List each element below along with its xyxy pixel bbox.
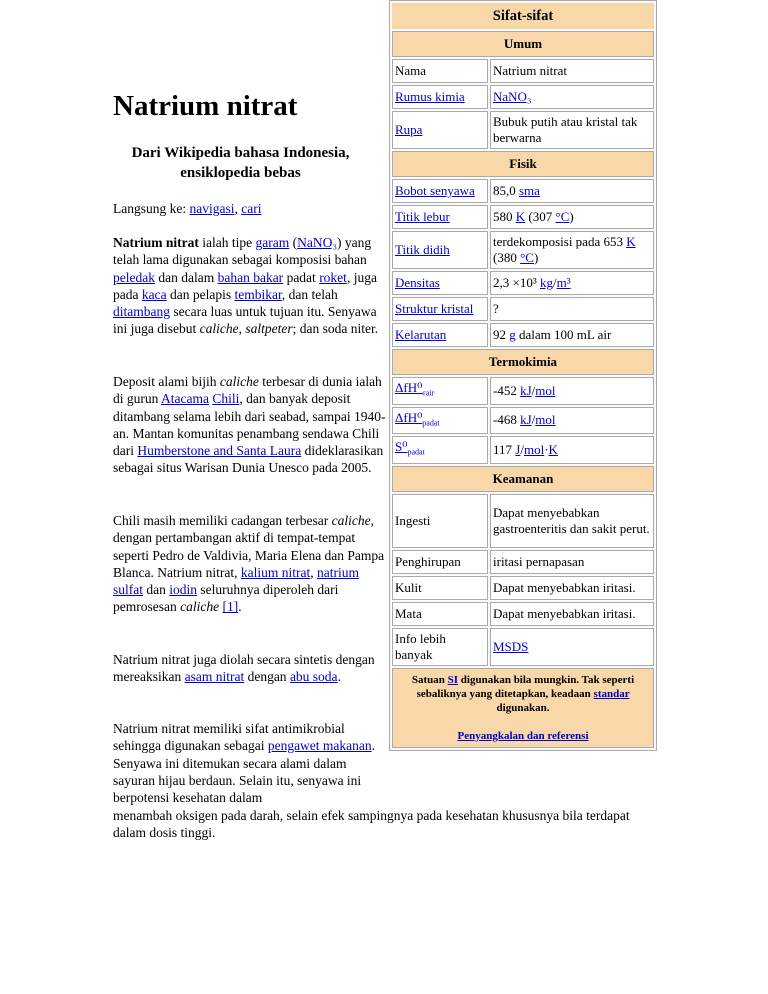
link-kelvin[interactable]: K <box>548 441 558 457</box>
text: padat <box>283 269 320 285</box>
text: ialah tipe <box>198 235 256 250</box>
key-mata: Mata <box>392 602 488 626</box>
subscript: padat <box>407 447 425 457</box>
link-kalium-nitrat[interactable]: kalium nitrat <box>240 564 311 580</box>
text: , <box>310 564 317 580</box>
text: Natrium nitrat memiliki sifat antimikrobial sehingga digunakan sebagai <box>113 721 345 754</box>
value-mata: Dapat menyebabkan iritasi. <box>490 602 654 626</box>
text: / <box>531 412 536 428</box>
text: . <box>337 669 341 685</box>
key-kulit: Kulit <box>392 576 488 600</box>
link-garam[interactable]: garam <box>255 235 290 250</box>
link-atacama[interactable]: Atacama <box>161 391 209 407</box>
link-navigasi[interactable]: navigasi <box>189 201 235 216</box>
link-kg[interactable]: kg <box>539 275 553 290</box>
value-didih <box>490 231 654 269</box>
link-mol[interactable]: mol <box>535 382 556 398</box>
italic-term: saltpeter <box>245 321 293 337</box>
italic-term: caliche <box>199 321 239 337</box>
text: terdekomposisi pada 653 <box>493 234 627 249</box>
text: digunakan. <box>496 701 550 714</box>
text: 580 <box>493 209 516 224</box>
text: 117 <box>493 441 516 457</box>
value-bobot <box>490 179 654 203</box>
text: secara luas untuk tujuan itu. Senyawa ini juga disebut <box>113 304 377 337</box>
paragraph-6: menambah oksigen pada darah, selain efek sampingnya pada kesehatan khususnya bila terdapat dalam dosis tinggi. <box>113 808 630 841</box>
section-header-umum: Umum <box>392 31 654 57</box>
key-nama: Nama <box>392 59 488 83</box>
value-penghirupan: iritasi pernapasan <box>490 550 654 574</box>
link-titik-didih[interactable]: Titik didih <box>395 242 450 257</box>
value-densitas <box>490 271 654 295</box>
text: ΔfH⁰ <box>395 380 423 395</box>
text: (380 <box>493 250 521 265</box>
link-iodin[interactable]: iodin <box>169 582 198 598</box>
text: , dan banyak deposit ditambang selama lebih dari seabad, sampai 1940-an. Mantan komunitas penambang sendawa Chili dari <box>113 391 386 459</box>
link-titik-lebur[interactable]: Titik lebur <box>395 209 450 224</box>
link-sma[interactable]: sma <box>519 183 540 198</box>
link-roket[interactable]: roket <box>319 269 347 285</box>
link-mol[interactable]: mol <box>523 441 545 457</box>
link-ditambang[interactable]: ditambang <box>113 304 170 320</box>
link-rumus-kimia[interactable]: Rumus kimia <box>395 89 465 104</box>
value-lebur <box>490 205 654 229</box>
link-peledak[interactable]: peledak <box>113 269 155 285</box>
value-struktur: ? <box>490 297 654 321</box>
link-densitas[interactable]: Densitas <box>395 275 440 290</box>
text: dan <box>143 582 170 598</box>
text: . <box>238 599 242 615</box>
text: Satuan <box>411 673 448 686</box>
text: ; dan soda niter. <box>292 321 379 337</box>
link-kj[interactable]: kJ <box>520 382 532 398</box>
link-kj[interactable]: kJ <box>520 412 532 428</box>
link-kelvin[interactable]: K <box>626 234 636 249</box>
section-header-termokimia: Termokimia <box>392 349 654 375</box>
link-m3[interactable]: m³ <box>556 275 571 290</box>
link-pengawet-makanan[interactable]: pengawet makanan <box>267 738 372 754</box>
text: 2,3 ×10³ <box>493 275 540 290</box>
link-standar[interactable]: standar <box>593 687 630 700</box>
text: Chili masih memiliki cadangan terbesar <box>113 513 332 528</box>
section-header-keamanan: Keamanan <box>392 466 654 492</box>
value-ingesti: Dapat menyebabkan gastroenteritis dan sakit perut. <box>490 494 654 548</box>
link-cari[interactable]: cari <box>241 201 262 216</box>
ref-link-1[interactable]: [1] <box>222 599 239 615</box>
link-enthalpy-liquid[interactable] <box>395 380 435 398</box>
text: digunakan bila mungkin. Tak seperti sebaliknya yang ditetapkan, keadaan <box>416 673 635 700</box>
value-enthalpy-liquid <box>490 377 654 405</box>
value-kulit: Dapat menyebabkan iritasi. <box>490 576 654 600</box>
link-celsius[interactable]: °C <box>555 209 570 224</box>
key-penghirupan: Penghirupan <box>392 550 488 574</box>
text: / <box>520 441 524 457</box>
italic-term: caliche <box>331 513 371 528</box>
paragraph-2 <box>113 373 388 477</box>
link-bobot-senyawa[interactable]: Bobot senyawa <box>395 183 475 198</box>
link-msds[interactable]: MSDS <box>493 638 529 654</box>
text: S⁰ <box>395 439 408 455</box>
link-joule[interactable]: J <box>515 441 521 457</box>
link-disclaimer[interactable]: Penyangkalan dan referensi <box>457 729 589 742</box>
text: ) <box>569 209 574 224</box>
link-si[interactable]: SI <box>447 673 459 686</box>
key-ingesti: Ingesti <box>392 494 488 548</box>
infobox <box>389 0 657 751</box>
paragraph-4 <box>113 651 388 686</box>
text: / <box>552 275 557 290</box>
paragraph-5 <box>113 720 388 806</box>
text: , dengan pertambangan aktif di tempat-tempat seperti Pedro de Valdivia, Maria Elena dan Pampa Blanca. Natrium nitrat, <box>113 513 385 580</box>
text: , juga pada <box>113 269 377 302</box>
text: Natrium nitrat juga diolah secara sintetis dengan mereaksikan <box>113 652 375 685</box>
value-kelarutan <box>490 323 654 347</box>
text: . Senyawa ini ditemukan secara alami dalam sayuran hijau berdaun. Selain itu, senyawa ini berpotensi kesehatan dalam <box>113 738 376 806</box>
value-enthalpy-solid <box>490 407 654 435</box>
page-subtitle: Dari Wikipedia bahasa Indonesia, ensiklopedia bebas <box>131 145 350 181</box>
italic-term: caliche <box>219 374 259 389</box>
text: · <box>544 441 549 457</box>
text: 92 <box>493 327 510 342</box>
section-header-fisik: Fisik <box>392 151 654 177</box>
text: terbesar di dunia ialah di gurun <box>113 374 382 407</box>
key-info: Info lebih banyak <box>392 628 488 666</box>
text: (307 <box>525 209 556 224</box>
text: / <box>531 382 536 398</box>
infobox-title: Sifat-sifat <box>392 3 654 29</box>
value-nama: Natrium nitrat <box>490 59 654 83</box>
link-abu-soda[interactable]: abu soda <box>289 669 338 685</box>
link-mol[interactable]: mol <box>535 412 556 428</box>
text: ( <box>289 235 298 250</box>
jump-sep: , <box>234 201 242 216</box>
jump-prefix: Langsung ke: <box>113 201 190 216</box>
link-kaca[interactable]: kaca <box>141 286 167 302</box>
link-chili[interactable]: Chili <box>212 391 240 407</box>
link-bahan-bakar[interactable]: bahan bakar <box>217 269 284 285</box>
text: dengan <box>244 669 290 685</box>
link-entropy-solid[interactable] <box>395 439 425 457</box>
text: dalam 100 mL air <box>515 327 612 342</box>
text: -468 <box>493 412 521 428</box>
text: -452 <box>493 382 521 398</box>
text: dan pelapis <box>166 286 235 302</box>
link-nano3[interactable]: NaNO₃ <box>297 235 338 250</box>
link-humberstone[interactable]: Humberstone and Santa Laura <box>137 443 302 459</box>
value-entropy-solid <box>490 436 654 464</box>
text: ) yang telah lama digunakan sebagai komposisi bahan <box>113 235 372 268</box>
link-natrium-sulfat[interactable]: natrium sulfat <box>113 564 359 598</box>
link-rupa[interactable]: Rupa <box>395 122 423 137</box>
italic-term: caliche <box>180 599 220 615</box>
text: ΔfH⁰ <box>395 409 423 425</box>
link-tembikar[interactable]: tembikar <box>234 286 282 302</box>
link-asam-nitrat[interactable]: asam nitrat <box>184 669 245 685</box>
text: , dan telah <box>281 286 338 302</box>
link-kelarutan[interactable]: Kelarutan <box>395 327 447 342</box>
link-celsius[interactable]: °C <box>520 250 534 265</box>
text: Deposit alami bijih <box>113 374 220 389</box>
link-struktur-kristal[interactable]: Struktur kristal <box>395 301 474 316</box>
link-gram[interactable]: g <box>509 327 516 342</box>
text: dan dalam <box>154 269 218 285</box>
subscript: padat <box>422 418 440 428</box>
link-enthalpy-solid[interactable] <box>395 409 440 428</box>
paragraph-1 <box>113 234 388 338</box>
subscript: cair <box>422 388 435 398</box>
text: , <box>238 321 246 337</box>
value-rupa: Bubuk putih atau kristal tak berwarna <box>490 111 654 149</box>
text: seluruhnya diperoleh dari pemrosesan <box>113 582 339 615</box>
link-kelvin[interactable]: K <box>515 209 526 224</box>
jump-to-links <box>113 201 261 217</box>
text: dideklarasikan sebagai situs Warisan Dunia Unesco pada 2005. <box>113 443 384 476</box>
paragraph-3 <box>113 512 388 616</box>
text: 85,0 <box>493 183 519 198</box>
link-formula[interactable]: NaNO₃ <box>493 89 532 104</box>
page-title: Natrium nitrat <box>113 90 298 122</box>
infobox-footer <box>392 668 654 748</box>
bold-term: Natrium nitrat <box>113 235 199 250</box>
text: ) <box>533 250 539 265</box>
